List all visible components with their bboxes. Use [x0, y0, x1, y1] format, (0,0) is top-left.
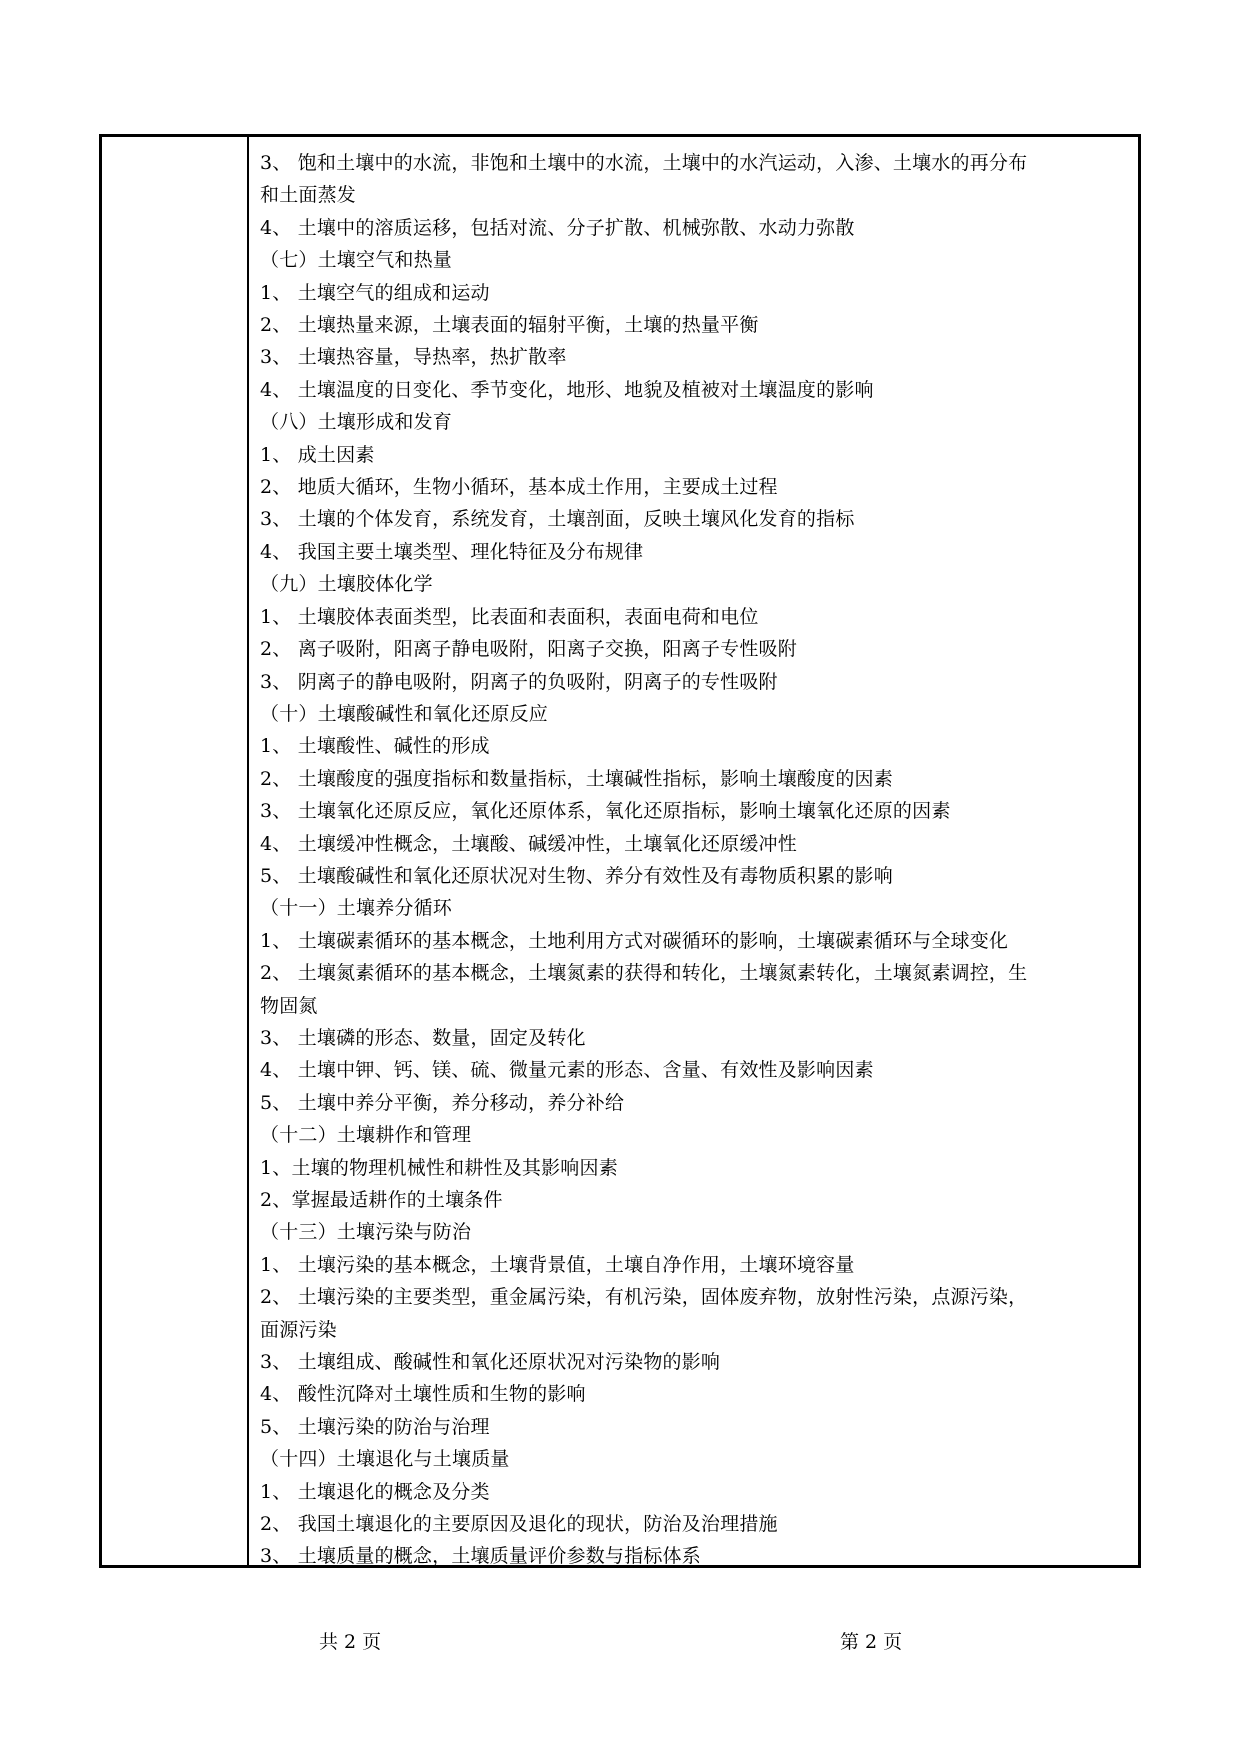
syllabus-line: 5、 土壤酸碱性和氧化还原状况对生物、养分有效性及有毒物质积累的影响: [260, 864, 893, 887]
page-number-label: 第 2 页: [840, 1631, 903, 1653]
syllabus-line: 3、 土壤的个体发育，系统发育，土壤剖面，反映土壤风化发育的指标: [260, 508, 855, 531]
syllabus-line: 1、 土壤碳素循环的基本概念，土地利用方式对碳循环的影响，土壤碳素循环与全球变化: [260, 929, 1009, 952]
syllabus-line: 2、掌握最适耕作的土壤条件: [260, 1189, 503, 1211]
syllabus-line: 2、 我国土壤退化的主要原因及退化的现状，防治及治理措施: [260, 1513, 778, 1536]
syllabus-line: 4、 土壤缓冲性概念，土壤酸、碱缓冲性，土壤氧化还原缓冲性: [260, 832, 797, 855]
syllabus-table: [99, 134, 1141, 1568]
total-pages-label: 共 2 页: [319, 1631, 382, 1653]
syllabus-line: 1、 土壤酸性、碱性的形成: [260, 735, 490, 758]
syllabus-line: 3、 土壤磷的形态、数量，固定及转化: [260, 1026, 586, 1049]
syllabus-line: 和土面蒸发: [260, 184, 357, 207]
syllabus-line: 2、 土壤氮素循环的基本概念，土壤氮素的获得和转化，土壤氮素转化，土壤氮素调控，生: [260, 962, 1028, 985]
syllabus-line: 1、 土壤空气的组成和运动: [260, 281, 490, 304]
syllabus-line: 3、 土壤热容量，导热率，热扩散率: [260, 346, 567, 369]
syllabus-line: 物固氮: [260, 994, 318, 1017]
section-heading: （七）土壤空气和热量: [260, 249, 453, 272]
syllabus-line: 4、 土壤中钾、钙、镁、硫、微量元素的形态、含量、有效性及影响因素: [260, 1059, 874, 1082]
syllabus-line: 1、 土壤胶体表面类型，比表面和表面积，表面电荷和电位: [260, 605, 759, 628]
syllabus-line: 面源污染: [260, 1318, 337, 1341]
syllabus-line: 3、 土壤氧化还原反应，氧化还原体系，氧化还原指标，影响土壤氧化还原的因素: [260, 800, 951, 823]
syllabus-line: 5、 土壤污染的防治与治理: [260, 1415, 490, 1438]
syllabus-line: 3、 饱和土壤中的水流，非饱和土壤中的水流，土壤中的水汽运动，入渗、土壤水的再分布: [260, 152, 1028, 174]
section-heading: （十四）土壤退化与土壤质量: [260, 1448, 510, 1471]
syllabus-line: 1、土壤的物理机械性和耕性及其影响因素: [260, 1156, 618, 1179]
section-heading: （十三）土壤污染与防治: [260, 1221, 472, 1244]
syllabus-line: 2、 地质大循环，生物小循环，基本成土作用，主要成土过程: [260, 476, 778, 499]
syllabus-line: 2、 土壤污染的主要类型，重金属污染，有机污染，固体废弃物，放射性污染，点源污染，: [260, 1286, 1028, 1309]
syllabus-line: 3、 土壤质量的概念，土壤质量评价参数与指标体系: [260, 1545, 701, 1568]
syllabus-line: 4、 酸性沉降对土壤性质和生物的影响: [260, 1383, 586, 1406]
syllabus-line: 1、 土壤退化的概念及分类: [260, 1480, 490, 1503]
section-heading: （十）土壤酸碱性和氧化还原反应: [260, 702, 549, 725]
section-heading: （十一）土壤养分循环: [260, 897, 453, 920]
syllabus-line: 4、 土壤温度的日变化、季节变化，地形、地貌及植被对土壤温度的影响: [260, 378, 874, 401]
syllabus-line: 5、 土壤中养分平衡，养分移动，养分补给: [260, 1091, 625, 1114]
syllabus-line: 4、 土壤中的溶质运移，包括对流、分子扩散、机械弥散、水动力弥散: [260, 216, 855, 239]
section-heading: （九）土壤胶体化学: [260, 573, 433, 596]
syllabus-line: 2、 离子吸附，阳离子静电吸附，阳离子交换，阳离子专性吸附: [260, 638, 797, 661]
column-divider: [247, 137, 249, 1565]
syllabus-line: 1、 成土因素: [260, 443, 375, 466]
syllabus-line: 3、 土壤组成、酸碱性和氧化还原状况对污染物的影响: [260, 1351, 721, 1374]
syllabus-line: 2、 土壤热量来源，土壤表面的辐射平衡，土壤的热量平衡: [260, 314, 759, 337]
syllabus-line: 4、 我国主要土壤类型、理化特征及分布规律: [260, 540, 644, 563]
syllabus-line: 2、 土壤酸度的强度指标和数量指标，土壤碱性指标，影响土壤酸度的因素: [260, 767, 893, 790]
section-heading: （八）土壤形成和发育: [260, 411, 453, 434]
syllabus-content: [260, 147, 1130, 1573]
syllabus-line: 3、 阴离子的静电吸附，阴离子的负吸附，阴离子的专性吸附: [260, 670, 778, 693]
section-heading: （十二）土壤耕作和管理: [260, 1124, 472, 1147]
syllabus-line: 1、 土壤污染的基本概念，土壤背景值，土壤自净作用，土壤环境容量: [260, 1253, 855, 1276]
